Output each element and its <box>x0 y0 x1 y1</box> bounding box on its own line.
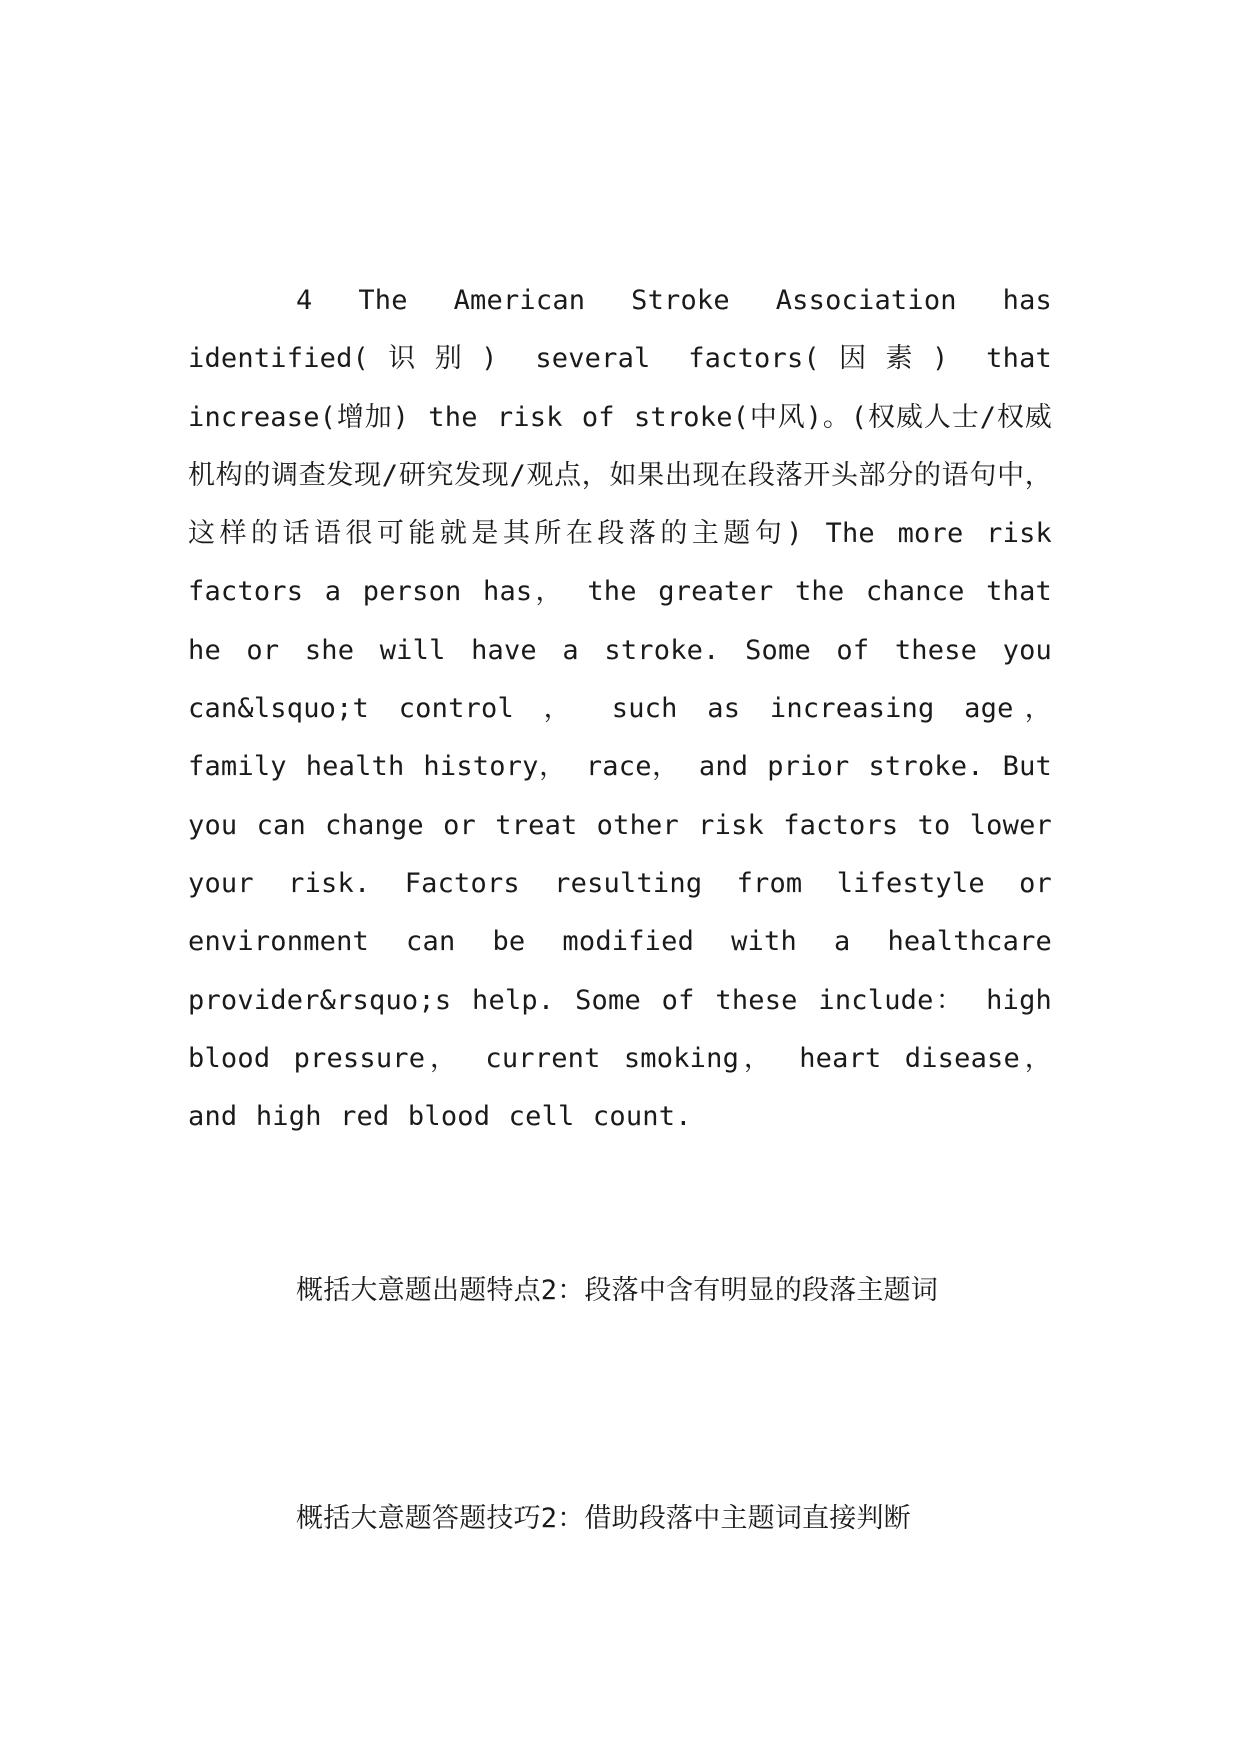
question-feature-heading: 概括大意题出题特点2：段落中含有明显的段落主题词 <box>296 1275 939 1306</box>
main-paragraph: 4 The American Stroke Association has identified(识别) several factors(因素) that increase(增加) the risk of stroke(中风)。(权威人士/权威机构的调查发现/研究发现/观点，如果出现在段落开头部分的语句中， 这样的话语很可能就是其所在段落的主题句) The more risk factors a person has， the greater the chance that he or she will have a stroke. Some of these you can&lsquo;t control ， such as increasing age， family health history， race， and prior stroke. But you can change or treat other risk factors to lower your risk. Factors resulting from lifestyle or environment can be modified with a healthcare provider&rsquo;s help. Some of these include： high blood pressure， current smoking， heart disease， and high red blood cell count. <box>188 285 1052 1133</box>
answer-technique-heading: 概括大意题答题技巧2：借助段落中主题词直接判断 <box>296 1503 911 1534</box>
